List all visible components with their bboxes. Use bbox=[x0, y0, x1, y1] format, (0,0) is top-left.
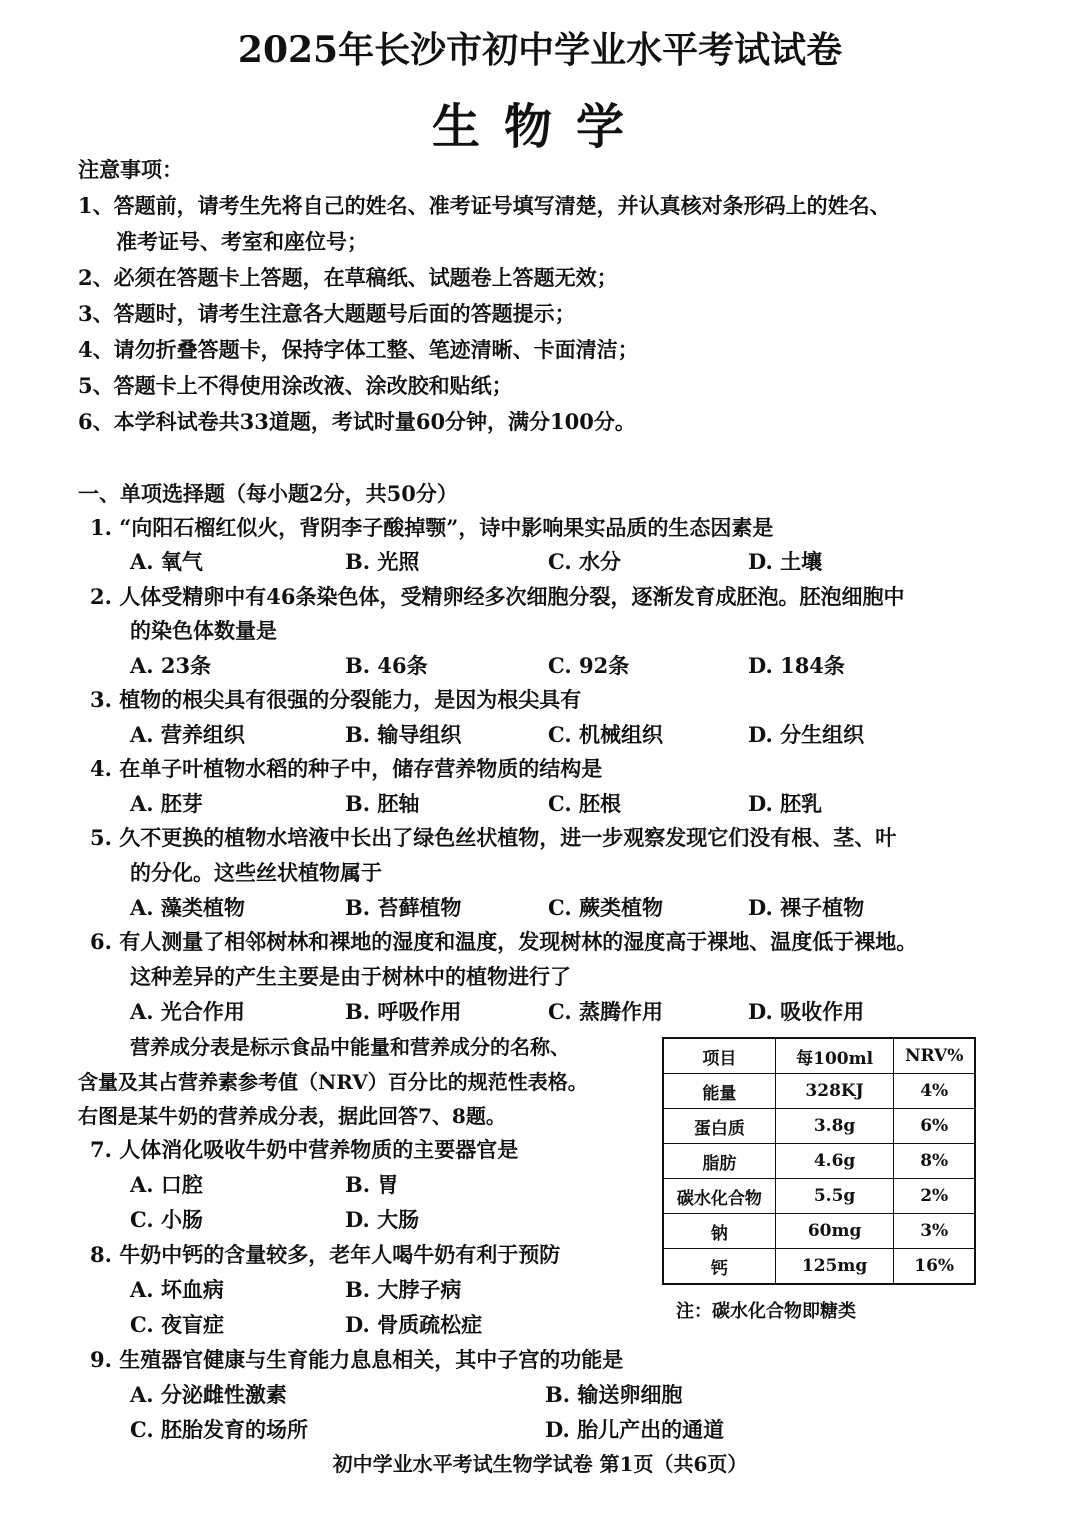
option-b: B. 46条 bbox=[345, 653, 428, 678]
option-d: D. 大肠 bbox=[345, 1207, 420, 1232]
option-b: B. 苔藓植物 bbox=[345, 895, 462, 920]
table-cell: 2% bbox=[894, 1179, 975, 1214]
question-stem: 9. 生殖器官健康与生育能力息息相关，其中子宫的功能是 bbox=[90, 1347, 624, 1372]
option-a: A. 光合作用 bbox=[130, 999, 245, 1024]
notice-item: 1、答题前，请考生先将自己的姓名、准考证号填写清楚，并认真核对条形码上的姓名、 bbox=[78, 193, 891, 218]
question-stem: 6. 有人测量了相邻树林和裸地的湿度和温度，发现树林的湿度高于裸地、温度低于裸地。 bbox=[90, 929, 918, 954]
page-footer: 初中学业水平考试生物学试卷 第1页（共6页） bbox=[332, 1452, 748, 1476]
nutrition-intro: 含量及其占营养素参考值（NRV）百分比的规范性表格。 bbox=[78, 1070, 588, 1094]
option-b: B. 大脖子病 bbox=[345, 1277, 462, 1302]
table-cell: 6% bbox=[894, 1109, 975, 1144]
section-heading: 一、单项选择题（每小题2分，共50分） bbox=[78, 481, 458, 506]
notice-item: 5、答题卡上不得使用涂改液、涂改胶和贴纸； bbox=[78, 373, 513, 398]
option-b: B. 输导组织 bbox=[345, 722, 462, 747]
question-stem-cont: 的分化。这些丝状植物属于 bbox=[130, 860, 382, 885]
table-header-cell: NRV% bbox=[894, 1038, 975, 1074]
table-cell: 4% bbox=[894, 1074, 975, 1109]
table-cell: 钠 bbox=[663, 1214, 775, 1249]
table-note: 注：碳水化合物即糖类 bbox=[676, 1301, 856, 1322]
option-d: D. 骨质疏松症 bbox=[345, 1312, 483, 1337]
question-stem-cont: 这种差异的产生主要是由于树林中的植物进行了 bbox=[130, 964, 571, 989]
option-b: B. 光照 bbox=[345, 549, 420, 574]
subject-title: 生物学 bbox=[431, 99, 648, 155]
notice-item: 4、请勿折叠答题卡，保持字体工整、笔迹清晰、卡面清洁； bbox=[78, 337, 639, 362]
nutrition-table bbox=[662, 1037, 976, 1285]
table-header-row bbox=[663, 1038, 975, 1074]
option-c: C. 夜盲症 bbox=[130, 1312, 224, 1337]
question-stem: 4. 在单子叶植物水稻的种子中，储存营养物质的结构是 bbox=[90, 756, 603, 781]
option-a: A. 藻类植物 bbox=[130, 895, 245, 920]
question-stem: 1. “向阳石榴红似火，背阴李子酸掉颚”，诗中影响果实品质的生态因素是 bbox=[90, 515, 774, 540]
table-row bbox=[663, 1249, 975, 1285]
notice-item: 准考证号、考室和座位号； bbox=[116, 229, 368, 254]
option-a: A. 23条 bbox=[130, 653, 212, 678]
option-c: C. 蒸腾作用 bbox=[548, 999, 663, 1024]
table-cell: 16% bbox=[894, 1249, 975, 1285]
table-row bbox=[663, 1074, 975, 1109]
option-b: B. 输送卵细胞 bbox=[545, 1382, 683, 1407]
table-cell: 60mg bbox=[775, 1214, 894, 1249]
table-cell: 3% bbox=[894, 1214, 975, 1249]
question-stem: 2. 人体受精卵中有46条染色体，受精卵经多次细胞分裂，逐渐发育成胚泡。胚泡细胞中 bbox=[90, 584, 905, 609]
option-b: B. 胃 bbox=[345, 1172, 399, 1197]
question-stem: 3. 植物的根尖具有很强的分裂能力，是因为根尖具有 bbox=[90, 687, 582, 712]
option-a: A. 氧气 bbox=[130, 549, 203, 574]
option-b: B. 呼吸作用 bbox=[345, 999, 462, 1024]
question-stem: 8. 牛奶中钙的含量较多，老年人喝牛奶有利于预防 bbox=[90, 1242, 561, 1267]
table-row bbox=[663, 1179, 975, 1214]
exam-title: 2025年长沙市初中学业水平考试试卷 bbox=[237, 29, 843, 71]
option-c: C. 蕨类植物 bbox=[548, 895, 663, 920]
option-c: C. 胚胎发育的场所 bbox=[130, 1417, 308, 1442]
table-row bbox=[663, 1144, 975, 1179]
option-c: C. 机械组织 bbox=[548, 722, 663, 747]
table-cell: 5.5g bbox=[775, 1179, 894, 1214]
table-header-cell: 每100ml bbox=[775, 1038, 894, 1074]
table-cell: 125mg bbox=[775, 1249, 894, 1285]
table-cell: 328KJ bbox=[775, 1074, 894, 1109]
option-d: D. 吸收作用 bbox=[748, 999, 865, 1024]
table-row bbox=[663, 1109, 975, 1144]
nutrition-intro: 营养成分表是标示食品中能量和营养成分的名称、 bbox=[130, 1035, 570, 1059]
table-cell: 4.6g bbox=[775, 1144, 894, 1179]
option-a: A. 口腔 bbox=[130, 1172, 203, 1197]
option-a: A. 分泌雌性激素 bbox=[130, 1382, 287, 1407]
option-d: D. 胚乳 bbox=[748, 791, 823, 816]
notice-item: 3、答题时，请考生注意各大题题号后面的答题提示； bbox=[78, 301, 576, 326]
option-b: B. 胚轴 bbox=[345, 791, 420, 816]
table-cell: 碳水化合物 bbox=[663, 1179, 775, 1214]
option-d: D. 土壤 bbox=[748, 549, 823, 574]
notice-heading: 注意事项： bbox=[78, 157, 183, 182]
table-cell: 脂肪 bbox=[663, 1144, 775, 1179]
option-d: D. 分生组织 bbox=[748, 722, 865, 747]
option-a: A. 胚芽 bbox=[130, 791, 203, 816]
option-d: D. 184条 bbox=[748, 653, 845, 678]
table-cell: 钙 bbox=[663, 1249, 775, 1285]
option-c: C. 小肠 bbox=[130, 1207, 203, 1232]
question-stem: 7. 人体消化吸收牛奶中营养物质的主要器官是 bbox=[90, 1137, 519, 1162]
table-row bbox=[663, 1214, 975, 1249]
notice-item: 6、本学科试卷共33道题，考试时量60分钟，满分100分。 bbox=[78, 409, 636, 434]
option-d: D. 胎儿产出的通道 bbox=[545, 1417, 725, 1442]
table-cell: 8% bbox=[894, 1144, 975, 1179]
table-header-cell: 项目 bbox=[663, 1038, 775, 1074]
table-cell: 蛋白质 bbox=[663, 1109, 775, 1144]
option-a: A. 坏血病 bbox=[130, 1277, 224, 1302]
table-cell: 3.8g bbox=[775, 1109, 894, 1144]
table-cell: 能量 bbox=[663, 1074, 775, 1109]
question-stem: 5. 久不更换的植物水培液中长出了绿色丝状植物，进一步观察发现它们没有根、茎、叶 bbox=[90, 825, 897, 850]
option-d: D. 裸子植物 bbox=[748, 895, 865, 920]
option-c: C. 水分 bbox=[548, 549, 621, 574]
option-c: C. 胚根 bbox=[548, 791, 621, 816]
nutrition-intro: 右图是某牛奶的营养成分表，据此回答7、8题。 bbox=[78, 1104, 506, 1128]
question-stem-cont: 的染色体数量是 bbox=[130, 618, 277, 643]
option-c: C. 92条 bbox=[548, 653, 630, 678]
notice-item: 2、必须在答题卡上答题，在草稿纸、试题卷上答题无效； bbox=[78, 265, 618, 290]
option-a: A. 营养组织 bbox=[130, 722, 245, 747]
